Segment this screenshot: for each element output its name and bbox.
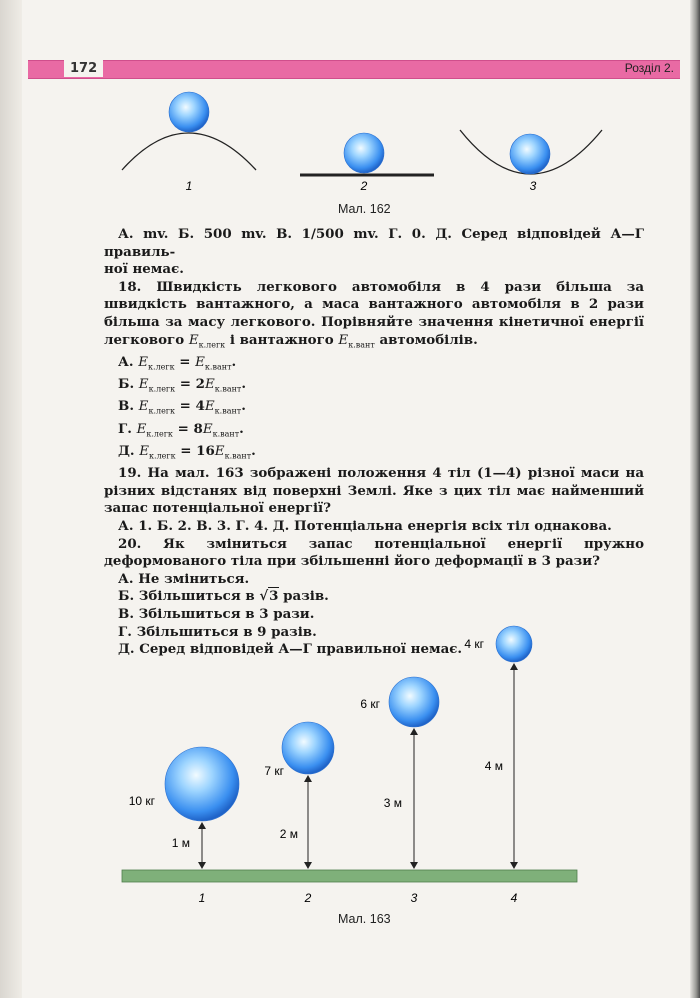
q19-question: 19. На мал. 163 зображені положення 4 тіл (1—4) різної маси на різних відстанях від поверхні Землі. Яке з цих тіл має найменший запас потенціальної енергії? (104, 465, 644, 517)
figure-163 (122, 626, 577, 905)
body-2-height: 2 м (279, 827, 298, 841)
q17-answers: А. mv. Б. 500 mv. В. 1/500 mv. Г. 0. Д. Серед відповідей А—Г правиль- ної немає. (104, 226, 644, 278)
body-1-number: 1 (198, 891, 206, 905)
ground-strip (122, 870, 577, 882)
q19-answers: А. 1. Б. 2. В. 3. Г. 4. Д. Потенціальна енергія всіх тіл однакова. (118, 517, 612, 534)
body-3-ball (389, 677, 439, 727)
fig162-caption: Мал. 162 (338, 202, 391, 216)
q18-option: Д. $E_{к.легк} = 16E_{к.вант}$. (118, 442, 256, 461)
body-4-mass: 4 кг (464, 637, 484, 651)
ball-on-hill (169, 92, 209, 132)
body-2-number: 2 (304, 891, 312, 905)
q18-option: Г. $E_{к.легк} = 8E_{к.вант}$. (118, 420, 244, 439)
q18-options (104, 354, 644, 465)
q18-question: 18. Швидкість легкового автомобіля в 4 рази більша за швидкість вантажного, а маса вантажного автомобіля в 2 рази більша за масу легкового. Порівняйте значення кінетичної енергії легкового $E_{к.легк}$ і вантажного $E_{к.вант}$ автомобілів. (104, 278, 645, 350)
body-3-mass: 6 кг (360, 697, 380, 711)
text-block (104, 226, 644, 659)
fig163-caption: Мал. 163 (338, 912, 391, 926)
q20-option-d: Г. Збільшиться в 9 разів. (118, 623, 317, 640)
q20-option-c: В. Збільшиться в 3 рази. (118, 605, 315, 622)
section-title: Розділ 2. (624, 61, 674, 75)
q20-option-b: Б. Збільшиться в √3 разів. (118, 588, 329, 605)
q18-option: А. $E_{к.легк} = E_{к.вант}$. (118, 353, 237, 372)
body-2-mass: 7 кг (264, 764, 284, 778)
ball-on-flat (344, 133, 384, 173)
body-1-ball (165, 747, 239, 821)
body-3-height: 3 м (383, 796, 402, 810)
fig162-number-2: 2 (360, 179, 368, 193)
page-number: 172 (64, 60, 103, 77)
body-4-number: 4 (510, 891, 518, 905)
body-2-ball (282, 722, 334, 774)
q18-option: В. $E_{к.легк} = 4E_{к.вант}$. (118, 398, 246, 417)
q20-option-e: Д. Серед відповідей А—Г правильної немає. (118, 641, 463, 658)
fig162-number-1: 1 (185, 179, 193, 193)
convex-surface (122, 133, 256, 170)
fig162-number-3: 3 (529, 179, 537, 193)
body-3-number: 3 (410, 891, 418, 905)
ball-in-valley (510, 134, 550, 174)
q20-question: 20. Як зміниться запас потенціальної енергії пружно деформованого тіла при збільшенні його деформації в 3 рази? (104, 535, 644, 570)
body-1-mass: 10 кг (128, 794, 155, 808)
q20-option-a: А. Не зміниться. (118, 570, 250, 587)
q18-option: Б. $E_{к.легк} = 2E_{к.вант}$. (118, 376, 247, 394)
body-1-height: 1 м (171, 836, 190, 850)
body-4-height: 4 м (484, 759, 503, 773)
